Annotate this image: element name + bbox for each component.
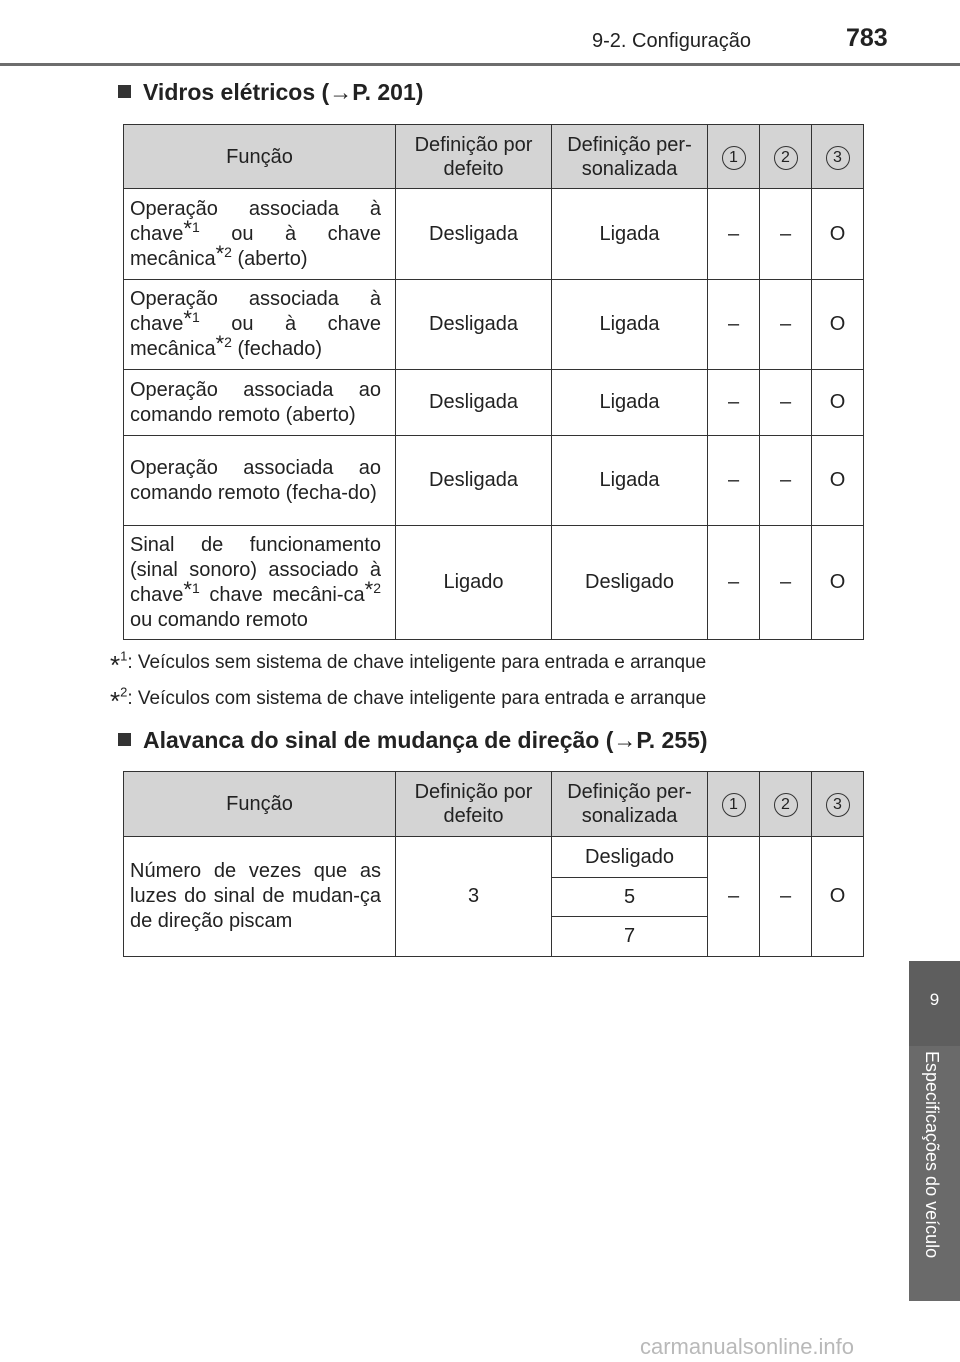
function-cell: Sinal de funcionamento (sinal sonoro) associado à chave$^{*1}$ chave mecâni-$ca^{*2}$ ou comando remoto [124, 526, 396, 640]
header-default: Definição por defeito [396, 772, 552, 837]
mode-2-cell: – [760, 189, 812, 280]
table-row [124, 189, 864, 280]
footnote-1: *$^1$: Veículos sem sistema de chave inteligente para entrada e arranque [110, 648, 707, 680]
mode-2-cell: – [760, 436, 812, 526]
power-windows-table [123, 124, 864, 640]
custom-option-cell: 7 [552, 917, 708, 957]
mode-2-cell: – [760, 526, 812, 640]
circled-3-icon: 3 [826, 793, 850, 817]
watermark: carmanualsonline.info [640, 1334, 855, 1359]
header-function: Função [124, 125, 396, 189]
function-cell: Número de vezes que as luzes do sinal de mudan-ça de direção piscam [124, 837, 396, 957]
header-rule [0, 63, 960, 66]
circled-2-icon: 2 [774, 793, 798, 817]
header-mode-2 [760, 772, 812, 837]
mode-1-cell: – [708, 280, 760, 370]
custom-cell: Ligada [552, 370, 708, 436]
table-header-row [124, 772, 864, 837]
circled-1-icon: 1 [722, 793, 746, 817]
mode-2-cell: – [760, 837, 812, 957]
default-cell: Desligada [396, 370, 552, 436]
asterisk-icon: * [110, 686, 121, 716]
custom-cell: Ligada [552, 280, 708, 370]
circled-3-icon: 3 [826, 146, 850, 170]
custom-option-cell: Desligado [552, 837, 708, 878]
custom-cell: Ligada [552, 189, 708, 280]
mode-3-cell: O [812, 370, 864, 436]
mode-3-cell: O [812, 837, 864, 957]
default-cell: Ligado [396, 526, 552, 640]
chapter-side-tab [909, 961, 960, 1301]
section-title-power-windows: Vidros elétricos (→P. 201) [118, 79, 423, 106]
mode-1-cell: – [708, 436, 760, 526]
table-row [124, 837, 864, 878]
mode-2-cell: – [760, 370, 812, 436]
custom-cell: Ligada [552, 436, 708, 526]
header-mode-1 [708, 125, 760, 189]
mode-3-cell: O [812, 189, 864, 280]
square-bullet-icon [118, 85, 131, 98]
page-number: 783 [846, 24, 888, 52]
mode-3-cell: O [812, 526, 864, 640]
function-cell: Operação associada ao comando remoto (aberto) [124, 370, 396, 436]
default-cell: Desligada [396, 189, 552, 280]
section-title-turn-signal: Alavanca do sinal de mudança de direção (→P. 255) [118, 727, 708, 754]
section-heading: 9-2. Configuração [592, 30, 751, 52]
custom-cell: Desligado [552, 526, 708, 640]
header-mode-3 [812, 772, 864, 837]
footnote-2: *$^2$: Veículos com sistema de chave inteligente para entrada e arranque [110, 684, 707, 716]
default-cell: 3 [396, 837, 552, 957]
chapter-title: Especificações do veículo [922, 1051, 942, 1259]
function-cell: Operação associada à chave$^{*1}$ ou à chave mecânica$^{*2}$ (fechado) [124, 280, 396, 370]
header-function: Função [124, 772, 396, 837]
mode-1-cell: – [708, 837, 760, 957]
asterisk-icon: * [110, 650, 121, 680]
mode-1-cell: – [708, 526, 760, 640]
mode-3-cell: O [812, 436, 864, 526]
chapter-number: 9 [909, 961, 960, 1046]
table-row [124, 280, 864, 370]
custom-option-cell: 5 [552, 878, 708, 917]
header-custom: Definição per-sonalizada [552, 125, 708, 189]
header-mode-1 [708, 772, 760, 837]
circled-2-icon: 2 [774, 146, 798, 170]
default-cell: Desligada [396, 436, 552, 526]
default-cell: Desligada [396, 280, 552, 370]
circled-1-icon: 1 [722, 146, 746, 170]
function-cell: Operação associada ao comando remoto (fecha-do) [124, 436, 396, 526]
square-bullet-icon [118, 733, 131, 746]
table-row [124, 526, 864, 640]
header-mode-3 [812, 125, 864, 189]
mode-3-cell: O [812, 280, 864, 370]
turn-signal-table [123, 771, 864, 957]
table-header-row [124, 125, 864, 189]
header-mode-2 [760, 125, 812, 189]
mode-2-cell: – [760, 280, 812, 370]
table-row [124, 436, 864, 526]
table-row [124, 370, 864, 436]
header-custom: Definição per-sonalizada [552, 772, 708, 837]
function-cell: Operação associada à chave$^{*1}$ ou à chave mecânica$^{*2}$ (aberto) [124, 189, 396, 280]
mode-1-cell: – [708, 189, 760, 280]
mode-1-cell: – [708, 370, 760, 436]
header-default: Definição por defeito [396, 125, 552, 189]
